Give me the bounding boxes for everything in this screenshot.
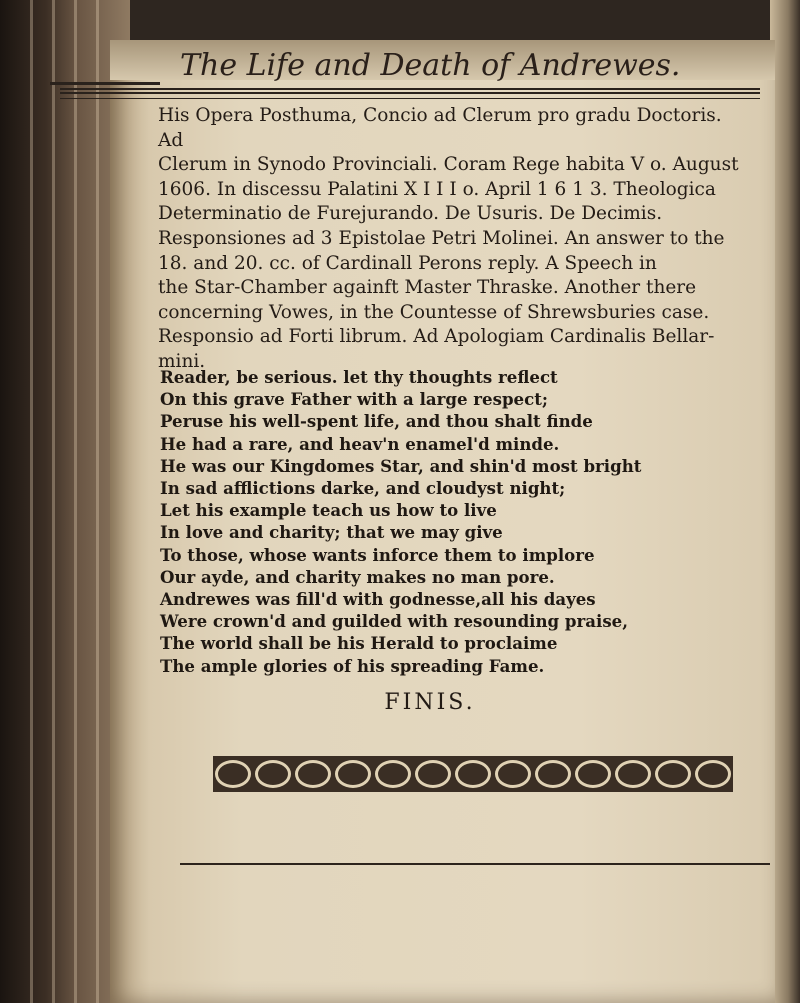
page-title: The Life and Death of Andrewes. [180, 48, 681, 83]
ornament-icon [335, 760, 371, 788]
ornament-icon [215, 760, 251, 788]
bottom-rule [180, 863, 770, 865]
ornament-icon [535, 760, 571, 788]
ornament-icon [415, 760, 451, 788]
works-listing [158, 104, 748, 375]
listing-line: Responsio ad Forti librum. Ad Apologiam Cardinalis Bellar- [158, 326, 715, 348]
verse-line: He was our Kingdomes Star, and shin'd most bright [160, 455, 642, 476]
listing-line: Determinatio de Furejurando. De Usuris. De Decimis. [158, 203, 663, 225]
running-head [60, 48, 760, 90]
finis-text: FINIS. [384, 690, 476, 715]
ornament-icon [375, 760, 411, 788]
ornament-icon [455, 760, 491, 788]
listing-line: Responsiones ad 3 Epistolae Petri Molinei. An answer to the [158, 227, 725, 249]
verse-line: He had a rare, and heav'n enamel'd minde. [160, 433, 560, 454]
verse-line: The world shall be his Herald to proclaime [160, 633, 558, 654]
verse-line: In sad afflictions darke, and cloudyst night; [160, 478, 566, 499]
epitaph-verse [160, 366, 740, 677]
ornament-icon [655, 760, 691, 788]
listing-line: Clerum in Synodo Provinciali. Coram Rege habita V o. August [158, 154, 739, 176]
listing-line: 18. and 20. cc. of Cardinall Perons reply. A Speech in [158, 252, 657, 274]
ornament-icon [255, 760, 291, 788]
title-double-rule [60, 92, 760, 99]
listing-line: concerning Vowes, in the Countesse of Shrewsburies case. [158, 301, 710, 323]
verse-line: To those, whose wants inforce them to implore [160, 544, 595, 565]
verse-line: Our ayde, and charity makes no man pore. [160, 566, 555, 587]
listing-line: the Star-Chamber againft Master Thraske. Another there [158, 277, 697, 299]
ornament-icon [575, 760, 611, 788]
verse-line: Reader, be serious. let thy thoughts reflect [160, 367, 558, 387]
printers-ornament-band [213, 756, 733, 792]
verse-line: Were crown'd and guilded with resounding praise, [160, 611, 629, 632]
verse-line: On this grave Father with a large respect; [160, 389, 549, 410]
head-rule [50, 82, 160, 85]
listing-line: His Opera Posthuma, Concio ad Clerum pro gradu Doctoris. Ad [158, 105, 722, 151]
verse-line: The ample glories of his spreading Fame. [160, 655, 545, 676]
ornament-icon [695, 760, 731, 788]
verse-line: Let his example teach us how to live [160, 500, 497, 521]
ornament-icon [295, 760, 331, 788]
verse-line: Andrewes was fill'd with godnesse,all his dayes [160, 589, 596, 610]
ornament-icon [495, 760, 531, 788]
listing-line: 1606. In discessu Palatini X I I I o. April 1 6 1 3. Theologica [158, 178, 716, 200]
verse-line: In love and charity; that we may give [160, 522, 503, 543]
listing-line: mini. [158, 350, 206, 372]
verse-line: Peruse his well-spent life, and thou shalt finde [160, 411, 593, 432]
ornament-icon [615, 760, 651, 788]
